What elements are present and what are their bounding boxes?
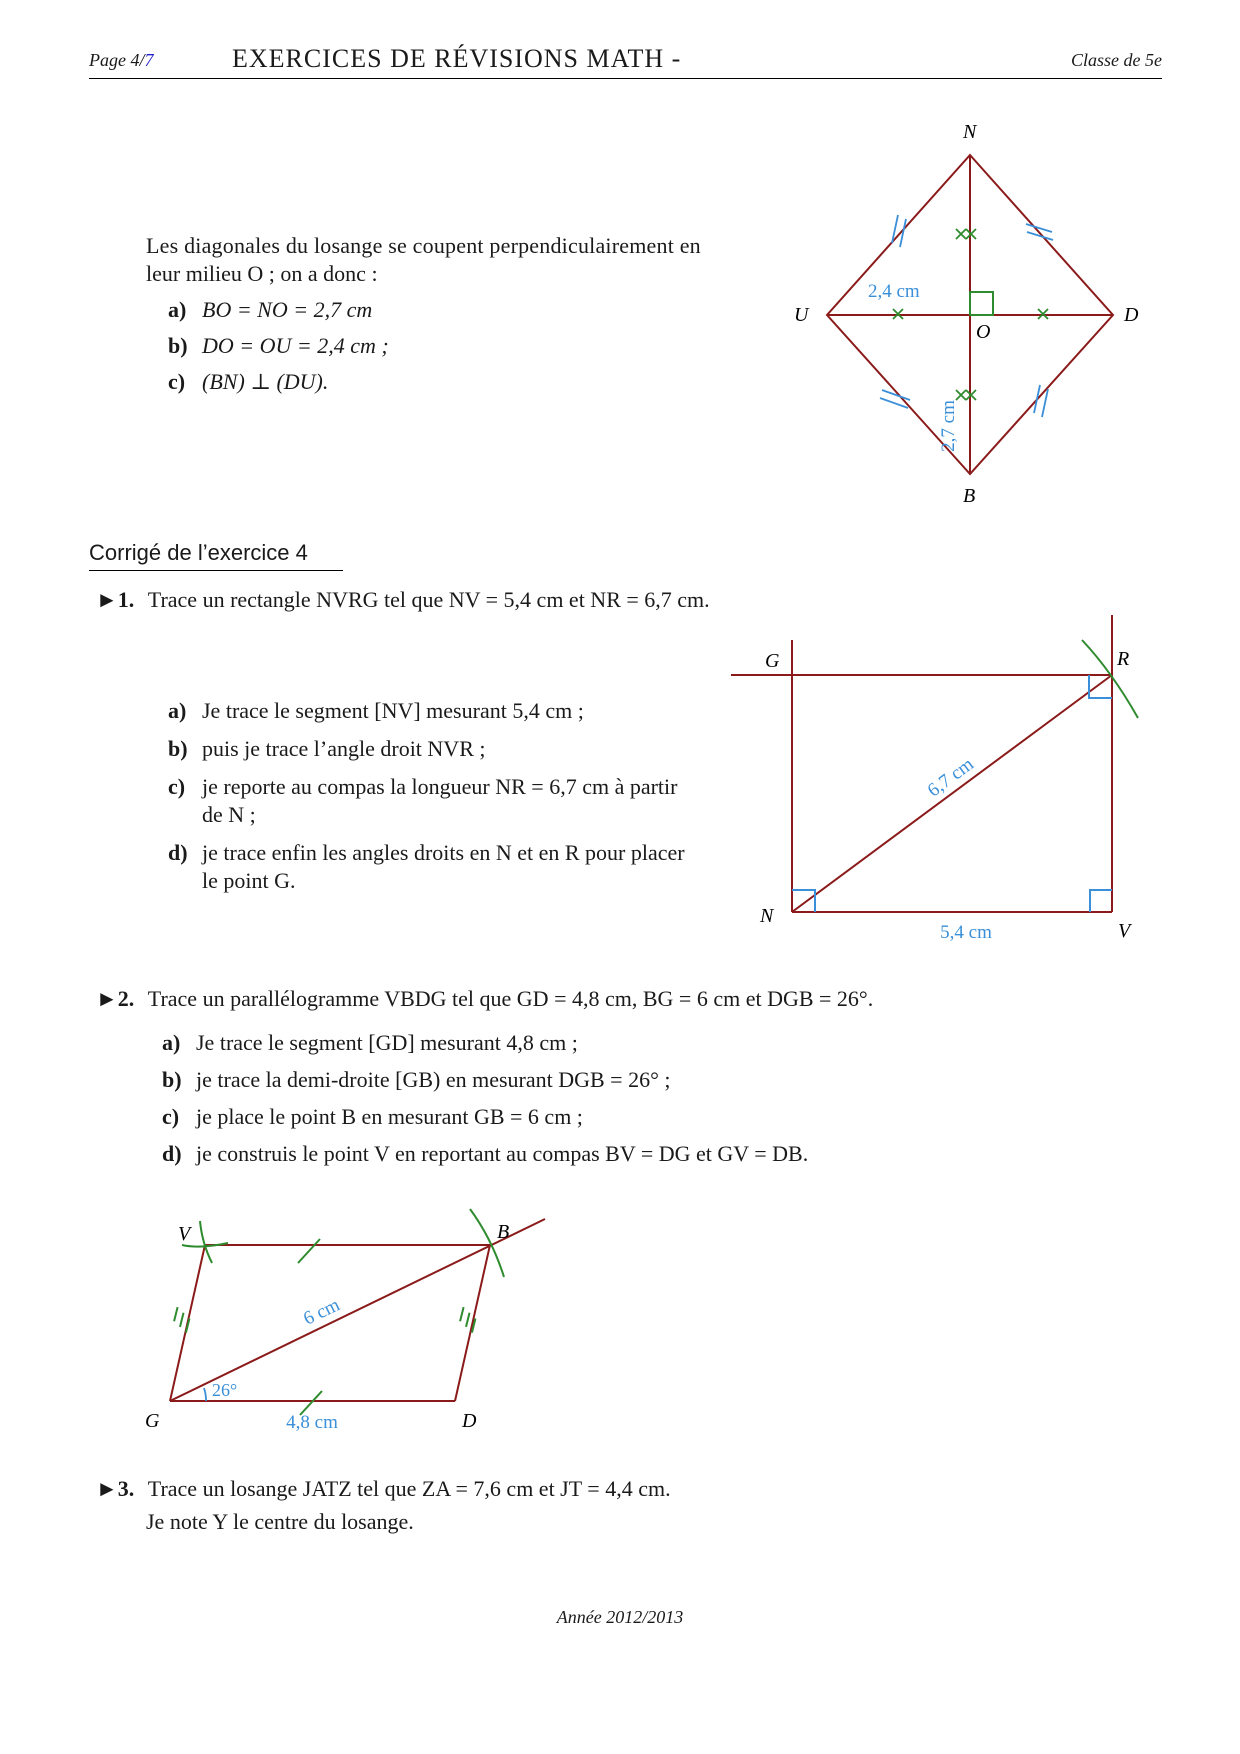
page-number [89,50,154,71]
item-text: Je trace le segment [NV] mesurant 5,4 cm ; [202,698,584,723]
list-item [168,839,748,867]
length-label-uo: 2,4 cm [868,281,920,302]
item-label: c) [162,1104,180,1129]
rectangle-figure [720,610,1160,950]
list-item [162,1103,808,1131]
intro-line-2: leur milieu O ; on a donc : [146,261,378,286]
list-item [168,332,389,360]
list-item [162,1029,808,1057]
length-label-nr: 6,7 cm [923,753,978,802]
item-text: je construis le point V en reportant au compas BV = DG et GV = DB. [196,1141,809,1166]
exercise-marker: ►1. [96,587,135,612]
item-label: a) [162,1030,181,1055]
item-text: je trace la demi-droite [GB) en mesurant DGB = 26° ; [196,1067,671,1092]
exercise-1-statement [96,586,710,614]
length-label-nv: 5,4 cm [940,922,992,943]
exercise-marker: ►3. [96,1476,135,1501]
exercise-1-steps [168,697,748,895]
compass-arc-r [1082,640,1138,718]
item-label: b) [162,1067,182,1092]
rhombus-intro [146,232,786,288]
item-label: c) [168,369,186,394]
page-total-link[interactable]: 7 [144,50,154,70]
item-label: b) [168,736,188,761]
item-text: je trace enfin les angles droits en N et en R pour placer [202,840,685,865]
exercise-1-text: Trace un rectangle NVRG tel que NV = 5,4 cm et NR = 6,7 cm. [147,587,710,612]
list-item [168,697,748,725]
item-text: (BN) ⊥ (DU). [202,369,329,394]
exercise-3-statement [96,1475,671,1503]
page-label: Page 4/ [89,50,145,70]
item-text: je reporte au compas la longueur NR = 6,7 cm à partir [202,774,678,799]
exercise-2-text: Trace un parallélogramme VBDG tel que GD = 4,8 cm, BG = 6 cm et DGB = 26°. [147,986,874,1011]
footer-year: Année 2012/2013 [556,1607,684,1627]
list-item [168,368,389,396]
item-label: d) [168,840,188,865]
segment-nr [792,675,1112,912]
list-item [168,773,748,801]
length-label-gd: 4,8 cm [286,1412,338,1433]
section-title-text: Corrigé de l’exercice 4 [89,540,308,565]
parallelogram-figure [140,1205,560,1435]
list-item [168,867,748,895]
list-item [168,296,389,324]
point-label-n: N [963,121,977,143]
segment-db [455,1245,490,1401]
exercise-3-text-2: Je note Y le centre du losange. [146,1509,414,1534]
point-label-b: B [497,1221,510,1243]
right-angle-mark [970,292,993,315]
item-text: je place le point B en mesurant GB = 6 cm ; [196,1104,583,1129]
item-label: a) [168,698,187,723]
item-label: b) [168,333,188,358]
point-label-r: R [1117,648,1130,670]
point-label-d: D [1124,304,1139,326]
rhombus-list [168,296,389,396]
angle-arc [204,1388,206,1401]
point-label-d: D [462,1410,477,1432]
item-label: a) [168,297,187,322]
intro-line-1: Les diagonales du losange se coupent perpendiculairement en [146,233,701,258]
item-text: DO = OU = 2,4 cm ; [202,333,389,358]
point-label-n: N [760,905,774,927]
item-text: le point G. [202,868,296,893]
exercise-3-text: Trace un losange JATZ tel que ZA = 7,6 cm et JT = 4,4 cm. [147,1476,671,1501]
exercise-marker: ►2. [96,986,135,1011]
class-label: Classe de 5e [1071,50,1162,70]
angle-label: 26° [212,1380,238,1400]
list-item [162,1140,808,1168]
exercise-2-statement [96,985,873,1013]
item-label: c) [168,774,186,799]
item-text: de N ; [202,802,256,827]
item-text: puis je trace l’angle droit NVR ; [202,736,486,761]
rhombus-figure [780,110,1160,520]
list-item [168,735,748,763]
item-text: BO = NO = 2,7 cm [202,297,373,322]
exercise-2-steps [162,1029,808,1168]
point-label-b: B [963,485,976,507]
item-text: Je trace le segment [GD] mesurant 4,8 cm ; [196,1030,578,1055]
list-item [162,1066,808,1094]
length-label-gb: 6 cm [300,1294,344,1330]
header-rule [89,78,1162,79]
point-label-u: U [794,304,809,326]
point-label-g: G [145,1410,160,1432]
point-label-g: G [765,650,780,672]
point-label-v: V [178,1223,191,1245]
section-title [89,540,308,566]
list-item [168,801,748,829]
section-underline [89,570,343,571]
point-label-v: V [1118,920,1131,942]
document-title: EXERCICES DE RÉVISIONS MATH - [232,44,682,73]
item-label: d) [162,1141,182,1166]
length-label-ob: 2,7 cm [938,400,959,452]
point-label-o: O [976,321,991,343]
